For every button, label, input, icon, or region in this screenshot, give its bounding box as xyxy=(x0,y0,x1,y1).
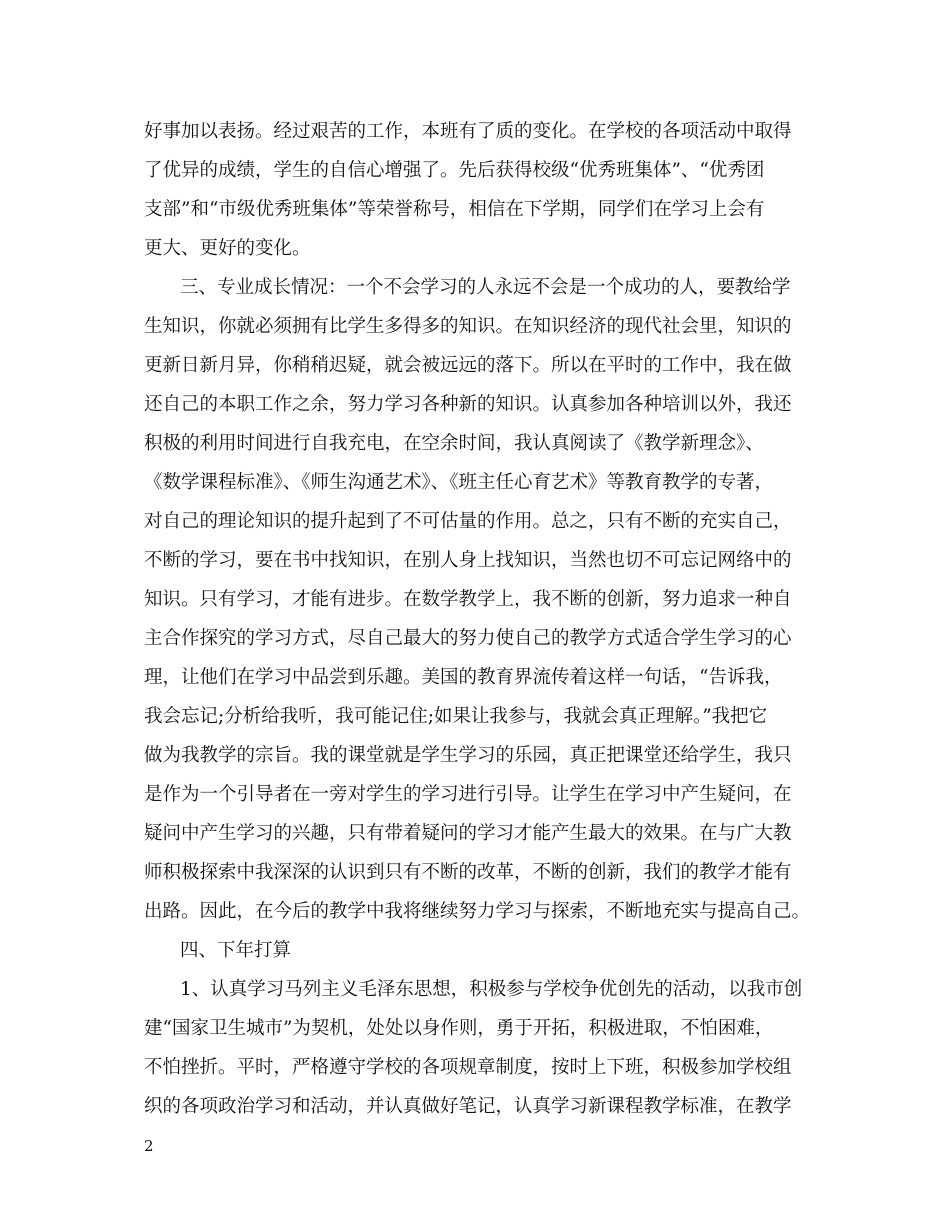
text-line: 1、认真学习马列主义毛泽东思想，积极参与学校争优创先的活动，以我市创 xyxy=(180,979,803,1000)
text-line: 还自己的本职工作之余，努力学习各种新的知识。认真参加各种培训以外，我还 xyxy=(144,394,792,415)
text-line: 更大、更好的变化。 xyxy=(144,238,311,259)
text-line: 好事加以表扬。经过艰苦的工作，本班有了质的变化。在学校的各项活动中取得 xyxy=(144,121,792,142)
text-line: 出路。因此，在今后的教学中我将继续努力学习与探索，不断地充实与提高自己。 xyxy=(144,901,811,922)
text-line: 了优异的成绩，学生的自信心增强了。先后获得校级“优秀班集体”、“优秀团 xyxy=(144,160,765,181)
text-line: 四、下年打算 xyxy=(180,940,292,961)
text-line: 生知识，你就必须拥有比学生多得多的知识。在知识经济的现代社会里，知识的 xyxy=(144,316,792,337)
body-text xyxy=(144,112,814,1126)
text-line: 《数学课程标准》、《师生沟通艺术》、《班主任心育艺术》等教育教学的专著， xyxy=(144,472,774,493)
text-line: 更新日新月异，你稍稍迟疑，就会被远远的落下。所以在平时的工作中，我在做 xyxy=(144,355,792,376)
text-line: 理，让他们在学习中品尝到乐趣。美国的教育界流传着这样一句话，“告诉我， xyxy=(144,667,783,688)
text-line: 我会忘记;分析给我听，我可能记住;如果让我参与，我就会真正理解。”我把它 xyxy=(144,706,768,727)
text-line: 是作为一个引导者在一旁对学生的学习进行引导。让学生在学习中产生疑问，在 xyxy=(144,784,792,805)
text-line: 三、专业成长情况：一个不会学习的人永远不会是一个成功的人，要教给学 xyxy=(180,277,791,298)
text-line: 疑问中产生学习的兴趣，只有带着疑问的学习才能产生最大的效果。在与广大教 xyxy=(144,823,792,844)
text-line: 知识。只有学习，才能有进步。在数学教学上，我不断的创新，努力追求一种自 xyxy=(144,589,792,610)
text-line: 不断的学习，要在书中找知识，在别人身上找知识，当然也切不可忘记网络中的 xyxy=(144,550,792,571)
text-line: 支部”和“市级优秀班集体”等荣誉称号，相信在下学期，同学们在学习上会有 xyxy=(144,199,765,220)
text-line: 不怕挫折。平时，严格遵守学校的各项规章制度，按时上下班，积极参加学校组 xyxy=(144,1057,792,1078)
page-number: 2 xyxy=(144,1137,154,1155)
text-line: 主合作探究的学习方式，尽自己最大的努力使自己的教学方式适合学生学习的心 xyxy=(144,628,792,649)
text-line: 建“国家卫生城市”为契机，处处以身作则，勇于开拓，积极进取，不怕困难， xyxy=(144,1018,774,1039)
text-line: 积极的利用时间进行自我充电，在空余时间，我认真阅读了《教学新理念》、 xyxy=(144,433,764,454)
text-line: 做为我教学的宗旨。我的课堂就是学生学习的乐园，真正把课堂还给学生，我只 xyxy=(144,745,792,766)
text-line: 对自己的理论知识的提升起到了不可估量的作用。总之，只有不断的充实自己， xyxy=(144,511,792,532)
text-line: 师积极探索中我深深的认识到只有不断的改革，不断的创新，我们的教学才能有 xyxy=(144,862,792,883)
text-line: 织的各项政治学习和活动，并认真做好笔记，认真学习新课程教学标准，在教学 xyxy=(144,1096,792,1117)
